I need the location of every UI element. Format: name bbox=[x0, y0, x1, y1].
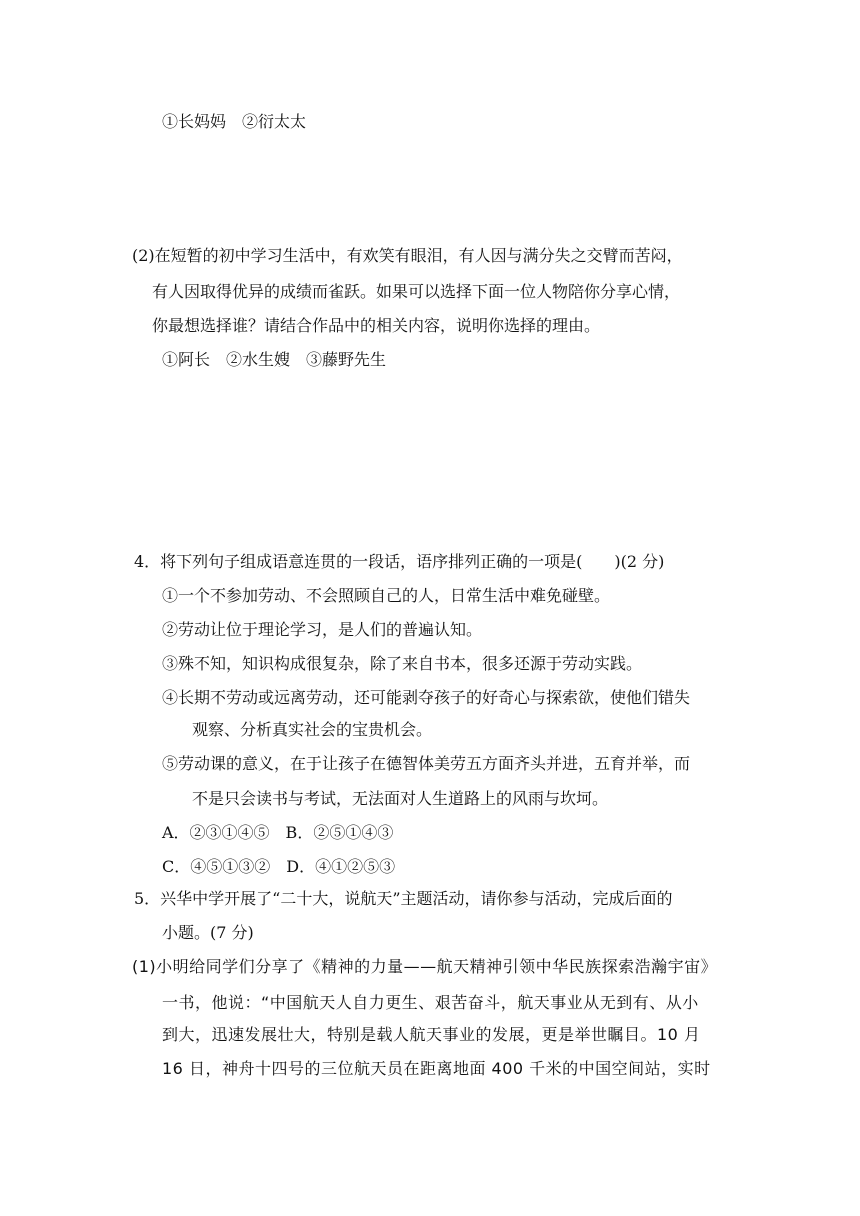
q5-sub1-line-4: 16 日，神舟十四号的三位航天员在距离地面 400 千米的中国空间站，实时 bbox=[162, 1059, 711, 1078]
q3-2-question-line-2: 有人因取得优异的成绩而雀跃。如果可以选择下面一位人物陪你分享心情， bbox=[152, 282, 681, 301]
q5-sub1-line-3: 到大，迅速发展壮大，特别是载人航天事业的发展，更是举世瞩目。10 月 bbox=[162, 1025, 701, 1044]
q3-2-question-line-1: (2)在短暂的初中学习生活中，有欢笑有眼泪，有人因与满分失之交臂而苦闷， bbox=[132, 246, 683, 265]
q4-stem: 4．将下列句子组成语意连贯的一段话，语序排列正确的一项是( )(2 分) bbox=[134, 552, 665, 571]
q4-sentence-1: ①一个不参加劳动、不会照顾自己的人，日常生活中难免碰壁。 bbox=[162, 586, 611, 605]
q4-sentence-5-line-1: ⑤劳动课的意义，在于让孩子在德智体美劳五方面齐头并进，五育并举，而 bbox=[162, 754, 691, 773]
q4-sentence-5-line-2: 不是只会读书与考试，无法面对人生道路上的风雨与坎坷。 bbox=[192, 789, 609, 808]
q5-sub1-line-2: 一书，他说：“中国航天人自力更生、艰苦奋斗，航天事业从无到有、从小 bbox=[162, 993, 699, 1012]
q3-1-options: ①长妈妈 ②衍太太 bbox=[162, 112, 307, 131]
q4-sentence-3: ③殊不知，知识构成很复杂，除了来自书本，很多还源于劳动实践。 bbox=[162, 654, 643, 673]
q5-stem-line-1: 5．兴华中学开展了“二十大，说航天”主题活动，请你参与活动，完成后面的 bbox=[134, 889, 673, 908]
q3-2-options: ①阿长 ②水生嫂 ③藤野先生 bbox=[162, 350, 387, 369]
q4-sentence-2: ②劳动让位于理论学习，是人们的普遍认知。 bbox=[162, 620, 483, 639]
q4-sentence-4-line-1: ④长期不劳动或远离劳动，还可能剥夺孩子的好奇心与探索欲，使他们错失 bbox=[162, 688, 691, 707]
q4-choices-cd: C．④⑤①③② D．④①②⑤③ bbox=[162, 857, 396, 876]
q5-stem-line-2: 小题。(7 分) bbox=[162, 923, 254, 942]
q5-sub1-line-1: (1)小明给同学们分享了《精神的力量——航天精神引领中华民族探索浩瀚宇宙》 bbox=[132, 957, 718, 976]
q4-choices-ab: A．②③①④⑤ B．②⑤①④③ bbox=[162, 823, 394, 842]
q4-sentence-4-line-2: 观察、分析真实社会的宝贵机会。 bbox=[192, 720, 433, 739]
q3-2-question-line-3: 你最想选择谁？请结合作品中的相关内容，说明你选择的理由。 bbox=[152, 316, 601, 335]
